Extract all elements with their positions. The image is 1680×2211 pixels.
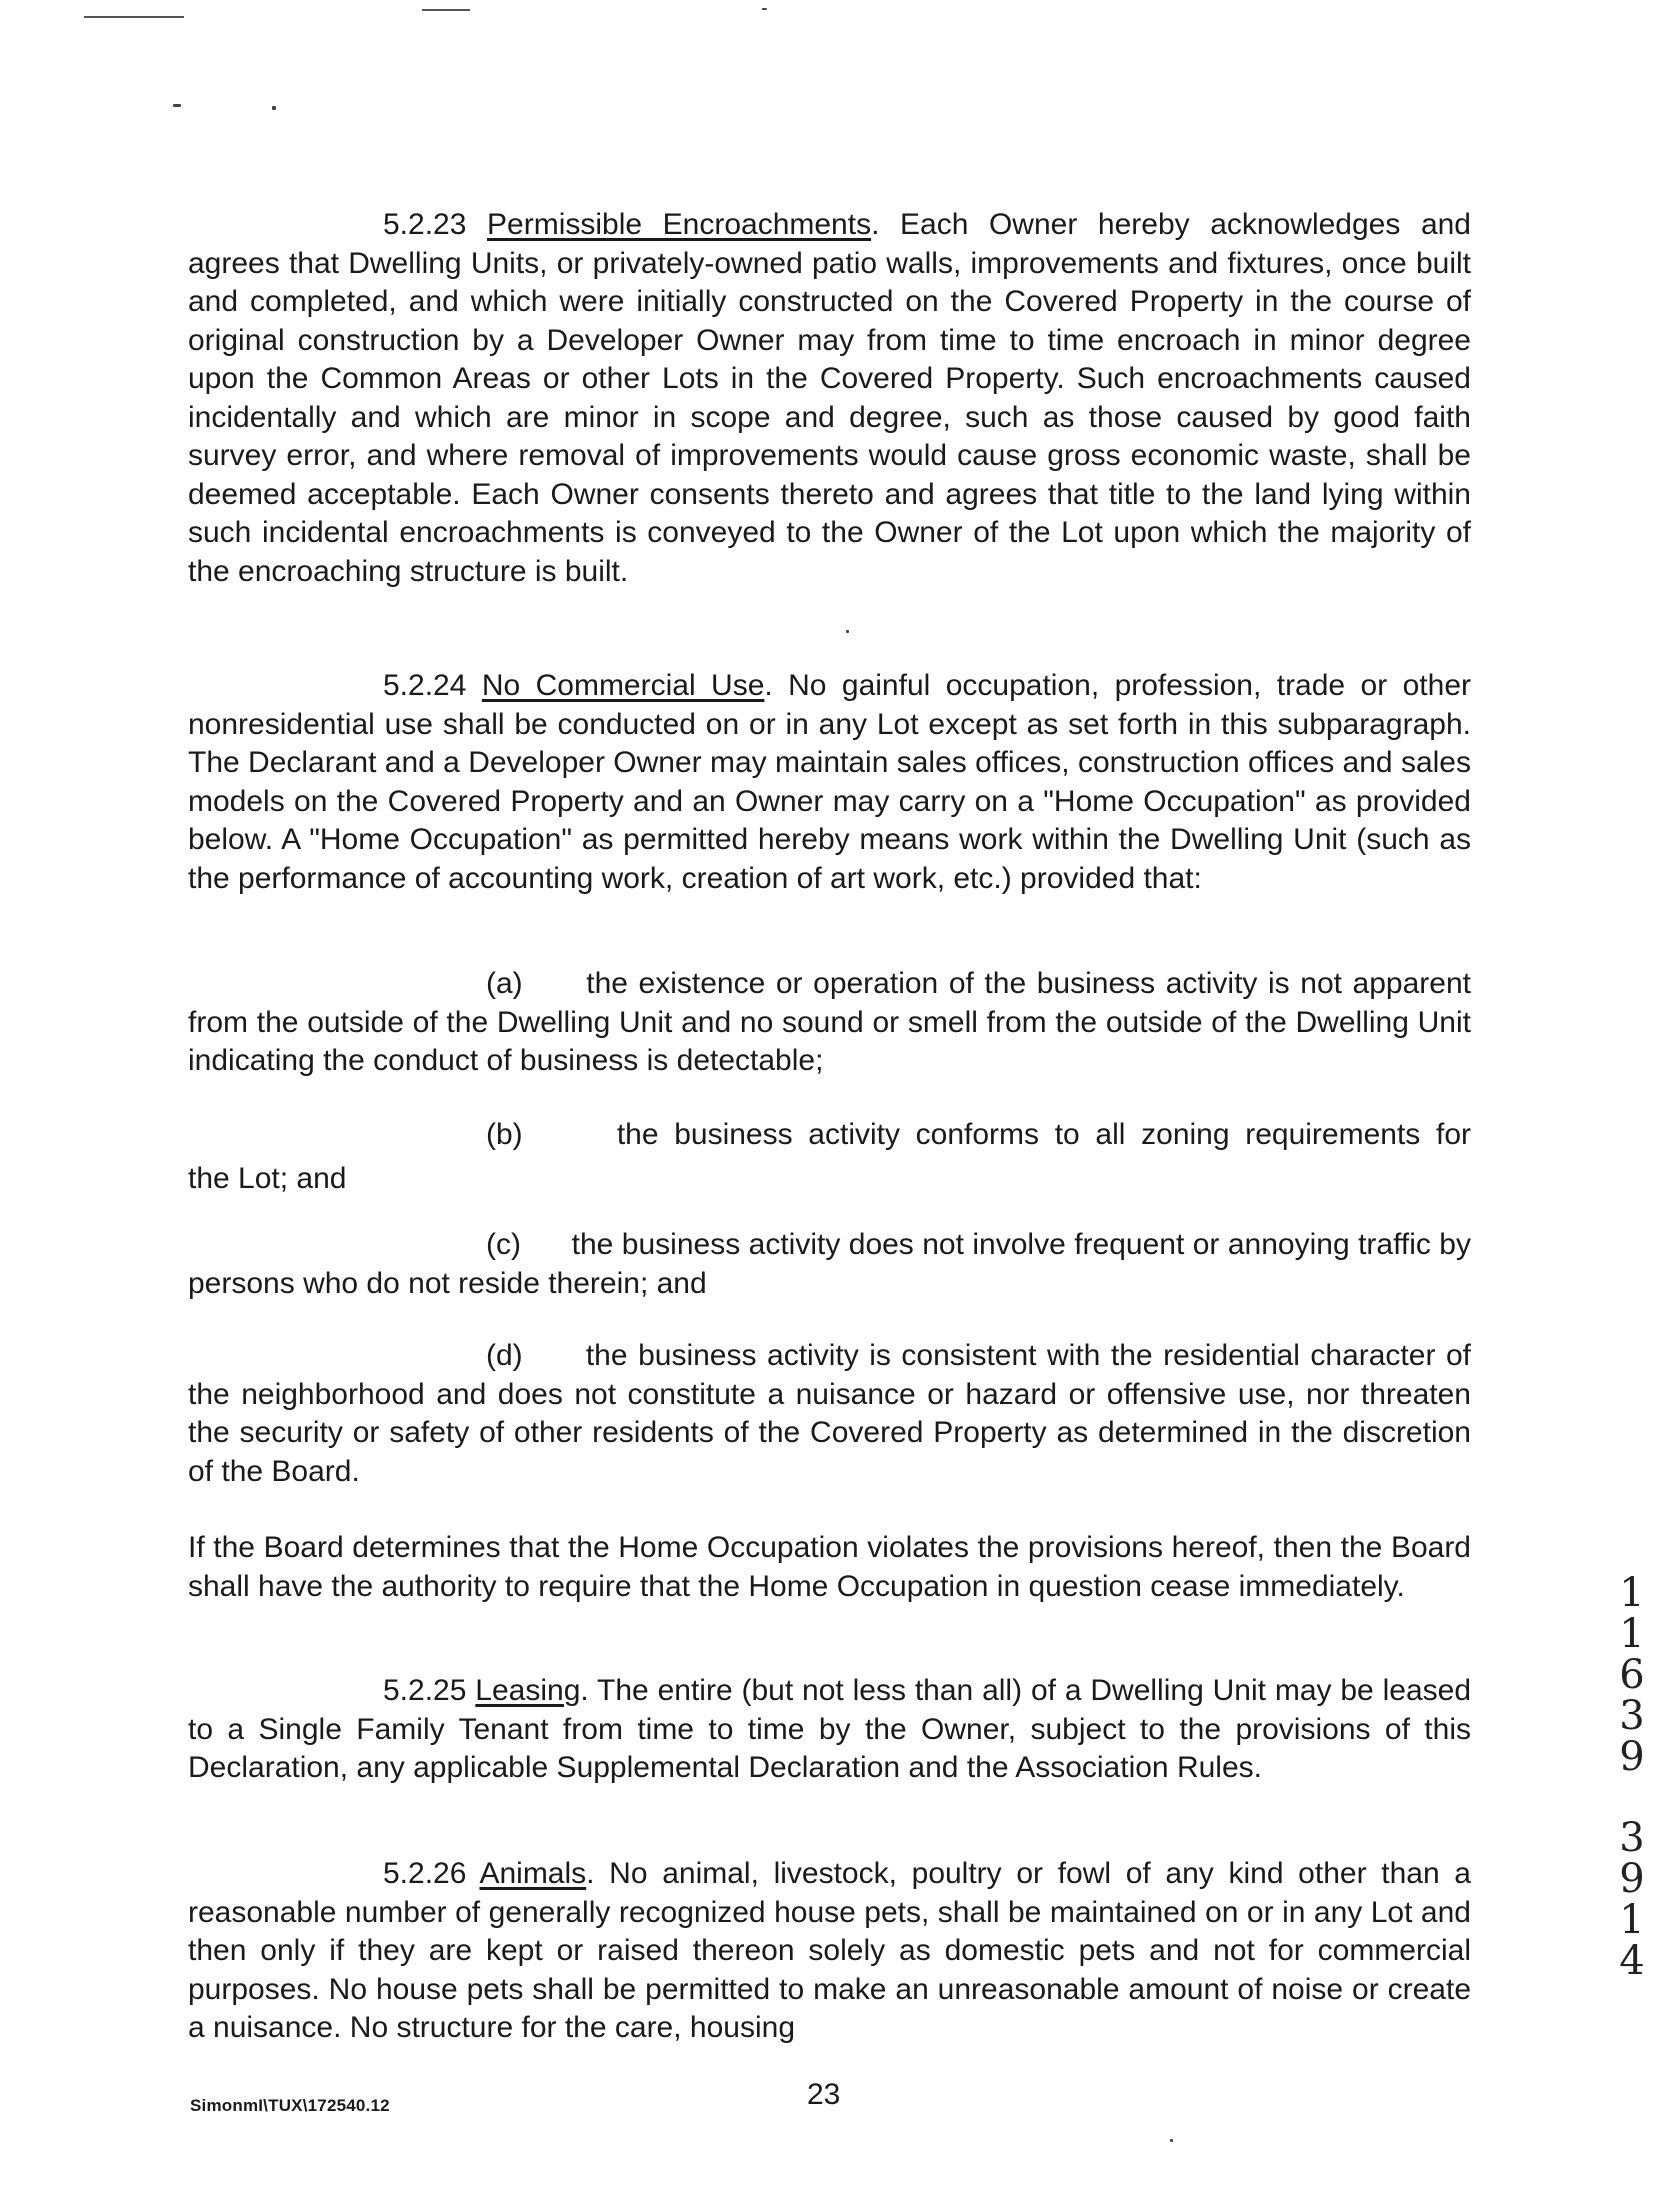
section-body: . The entire (but not less than all) of a Dwelling Unit may be leased to a Single Family Tenant from time to time by the Owner, subject to the provisions of this Declaration, any applicable Supplemental Declaration and the Association Rules. xyxy=(188,1674,1471,1784)
condition-text: the business activity conforms to all zoning requirements for xyxy=(616,1118,1472,1151)
condition-b-continuation xyxy=(188,1160,1471,1199)
condition-text: the existence or operation of the business activity is not apparent from the outside of the Dwelling Unit and no sound or smell from the outside of the Dwelling Unit indicating the conduct of business is detectable; xyxy=(188,967,1471,1077)
section-body: . No animal, livestock, poultry or fowl of any kind other than a reasonable number of generally recognized house pets, shall be maintained on or in any Lot and then only if they are kept or raised thereon solely as domestic pets and not for commercial purposes. No house pets shall be permitted to make an unreasonable amount of noise or create a nuisance. No structure for the care, housing xyxy=(188,1857,1471,2044)
section-5-2-25 xyxy=(188,1672,1471,1788)
section-5-2-26 xyxy=(188,1855,1471,2048)
scan-speck xyxy=(846,630,849,633)
stamp-digit: 6 xyxy=(1619,1652,1645,1698)
footer-file-id: SimonmI\TUX\172540.12 xyxy=(190,2096,390,2115)
page-number: 23 xyxy=(807,2078,841,2111)
section-number: 5.2.25 xyxy=(383,1674,467,1707)
condition-text: the business activity is consistent with the residential character of the neighborhood and does not constitute a nuisance or hazard or offensive use, nor threaten the security or safety of other residents of the Covered Property as determined in the discretion of the Board. xyxy=(188,1339,1471,1488)
stamp-digit: 4 xyxy=(1619,1938,1645,1984)
stamp-digit: 3 xyxy=(1619,1815,1645,1861)
stamp-digit: 1 xyxy=(1619,1570,1645,1616)
condition-text: the business activity does not involve frequent or annoying traffic by persons who do not reside therein; and xyxy=(188,1228,1471,1300)
condition-b xyxy=(188,1116,1471,1155)
condition-label: (c) xyxy=(486,1228,521,1261)
condition-label: (b) xyxy=(486,1118,523,1151)
scan-rule-mid xyxy=(422,9,470,11)
section-number: 5.2.23 xyxy=(383,208,467,241)
scan-speck xyxy=(762,8,767,10)
condition-label: (a) xyxy=(486,967,523,1000)
scan-speck xyxy=(272,106,276,110)
scan-speck xyxy=(1170,2139,1173,2142)
section-5-2-24 xyxy=(188,667,1471,898)
stamp-digit: 1 xyxy=(1619,1897,1645,1943)
condition-a xyxy=(188,965,1471,1081)
section-5-2-23 xyxy=(188,206,1471,591)
scan-speck xyxy=(173,104,181,107)
section-heading: No Commercial Use xyxy=(481,669,765,702)
board-paragraph xyxy=(188,1529,1471,1606)
board-paragraph-text: If the Board determines that the Home Occupation violates the provisions hereof, then the Board shall have the authority to require that the Home Occupation in question cease immediately. xyxy=(188,1531,1471,1603)
section-number: 5.2.26 xyxy=(383,1857,467,1890)
stamp-digit: 9 xyxy=(1619,1734,1645,1780)
stamp-gap xyxy=(1612,1778,1652,1818)
condition-c xyxy=(188,1226,1471,1303)
stamp-digit: 3 xyxy=(1619,1693,1645,1739)
section-body: . Each Owner hereby acknowledges and agrees that Dwelling Units, or privately-owned patio walls, improvements and fixtures, once built and completed, and which were initially constructed on the Covered Property in the course of original construction by a Developer Owner may from time to time encroach in minor degree upon the Common Areas or other Lots in the Covered Property. Such encroachments caused incidentally and which are minor in scope and degree, such as those caused by good faith survey error, and where removal of improvements would cause gross economic waste, shall be deemed acceptable. Each Owner consents thereto and agrees that title to the land lying within such incidental encroachments is conveyed to the Owner of the Lot upon which the majority of the encroaching structure is built. xyxy=(188,208,1471,588)
section-heading: Permissible Encroachments xyxy=(487,208,872,241)
stamp-digit: 1 xyxy=(1619,1611,1645,1657)
condition-d xyxy=(188,1337,1471,1491)
recording-stamp xyxy=(1612,1570,1652,1984)
section-heading: Animals xyxy=(479,1857,587,1890)
condition-label: (d) xyxy=(486,1339,523,1372)
condition-continuation: the Lot; and xyxy=(188,1162,347,1195)
section-body: . No gainful occupation, profession, trade or other nonresidential use shall be conducted on or in any Lot except as set forth in this subparagraph. The Declarant and a Developer Owner may maintain sales offices, construction offices and sales models on the Covered Property and an Owner may carry on a "Home Occupation" as provided below. A "Home Occupation" as permitted hereby means work within the Dwelling Unit (such as the performance of accounting work, creation of art work, etc.) provided that: xyxy=(188,669,1471,895)
stamp-digit: 9 xyxy=(1619,1856,1645,1902)
scan-rule-left xyxy=(84,16,184,18)
section-number: 5.2.24 xyxy=(383,669,467,702)
section-heading: Leasing xyxy=(475,1674,581,1707)
